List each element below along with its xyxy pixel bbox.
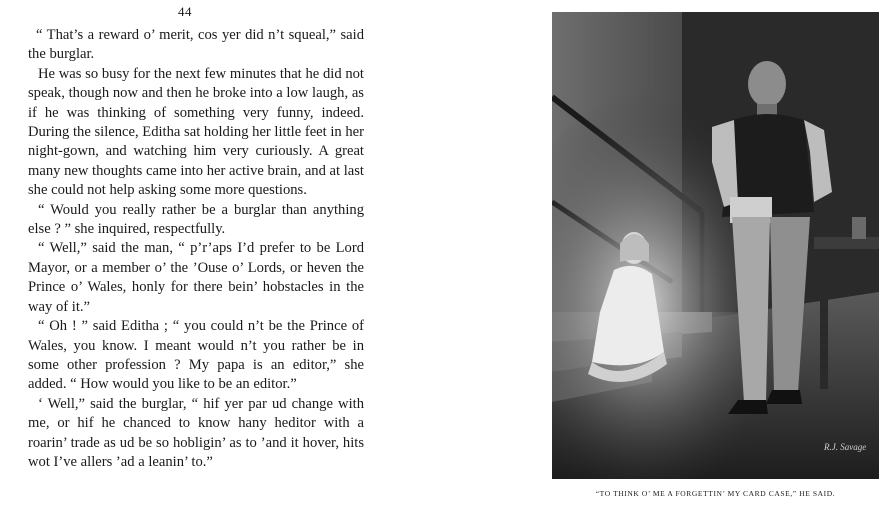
page-number: 44	[178, 4, 192, 19]
paragraph: “ Oh ! ” said Editha ; “ you could n’t be the Prince of Wales, you know. I meant would n’t you rather be in some other profession ? My papa is an editor,” she added. “ How would you like to be an editor.”	[28, 318, 364, 393]
paragraph: “ Would you really rather be a burglar than anything else ? ” she inquired, respectfully.	[28, 201, 364, 238]
table-object	[852, 217, 866, 239]
paragraph: He was so busy for the next few minutes that he did not speak, though now and then he broke into a low laugh, as if he was thinking of something very funny, indeed. During the silence, Editha sat holding her little feet in her night-gown, and watching him very curiously. A great many new thoughts came into her active brain, and at last she could not help asking some more questions.	[28, 65, 364, 199]
paragraph: ‘ Well,” said the burglar, “ hif yer par ud change with me, or hif he chanced to know hany heditor with a roarin’ trade as ud be so hobligin’ as to ’and it hover, hits wot I’ve allers ’ad a leanin’ to.”	[28, 395, 364, 470]
side-table	[814, 237, 879, 249]
artist-signature: R.J. Savage	[824, 442, 867, 452]
table-leg	[820, 249, 828, 389]
illustration-caption: “TO THINK O’ ME A FORGETTIN’ MY CARD CASE,” HE SAID.	[595, 489, 836, 498]
paragraph: “ Well,” said the man, “ p’r’aps I’d prefer to be Lord Mayor, or a member o’ the ’Ouse o’ Lords, or heven the Prince o’ Wales, honly for there bein’ hobstacles in the way of it.”	[28, 240, 364, 315]
body-text	[28, 26, 364, 472]
illustration	[552, 12, 879, 479]
paragraph: “ That’s a reward o’ merit, cos yer did n’t squeal,” said the burglar.	[28, 27, 364, 63]
